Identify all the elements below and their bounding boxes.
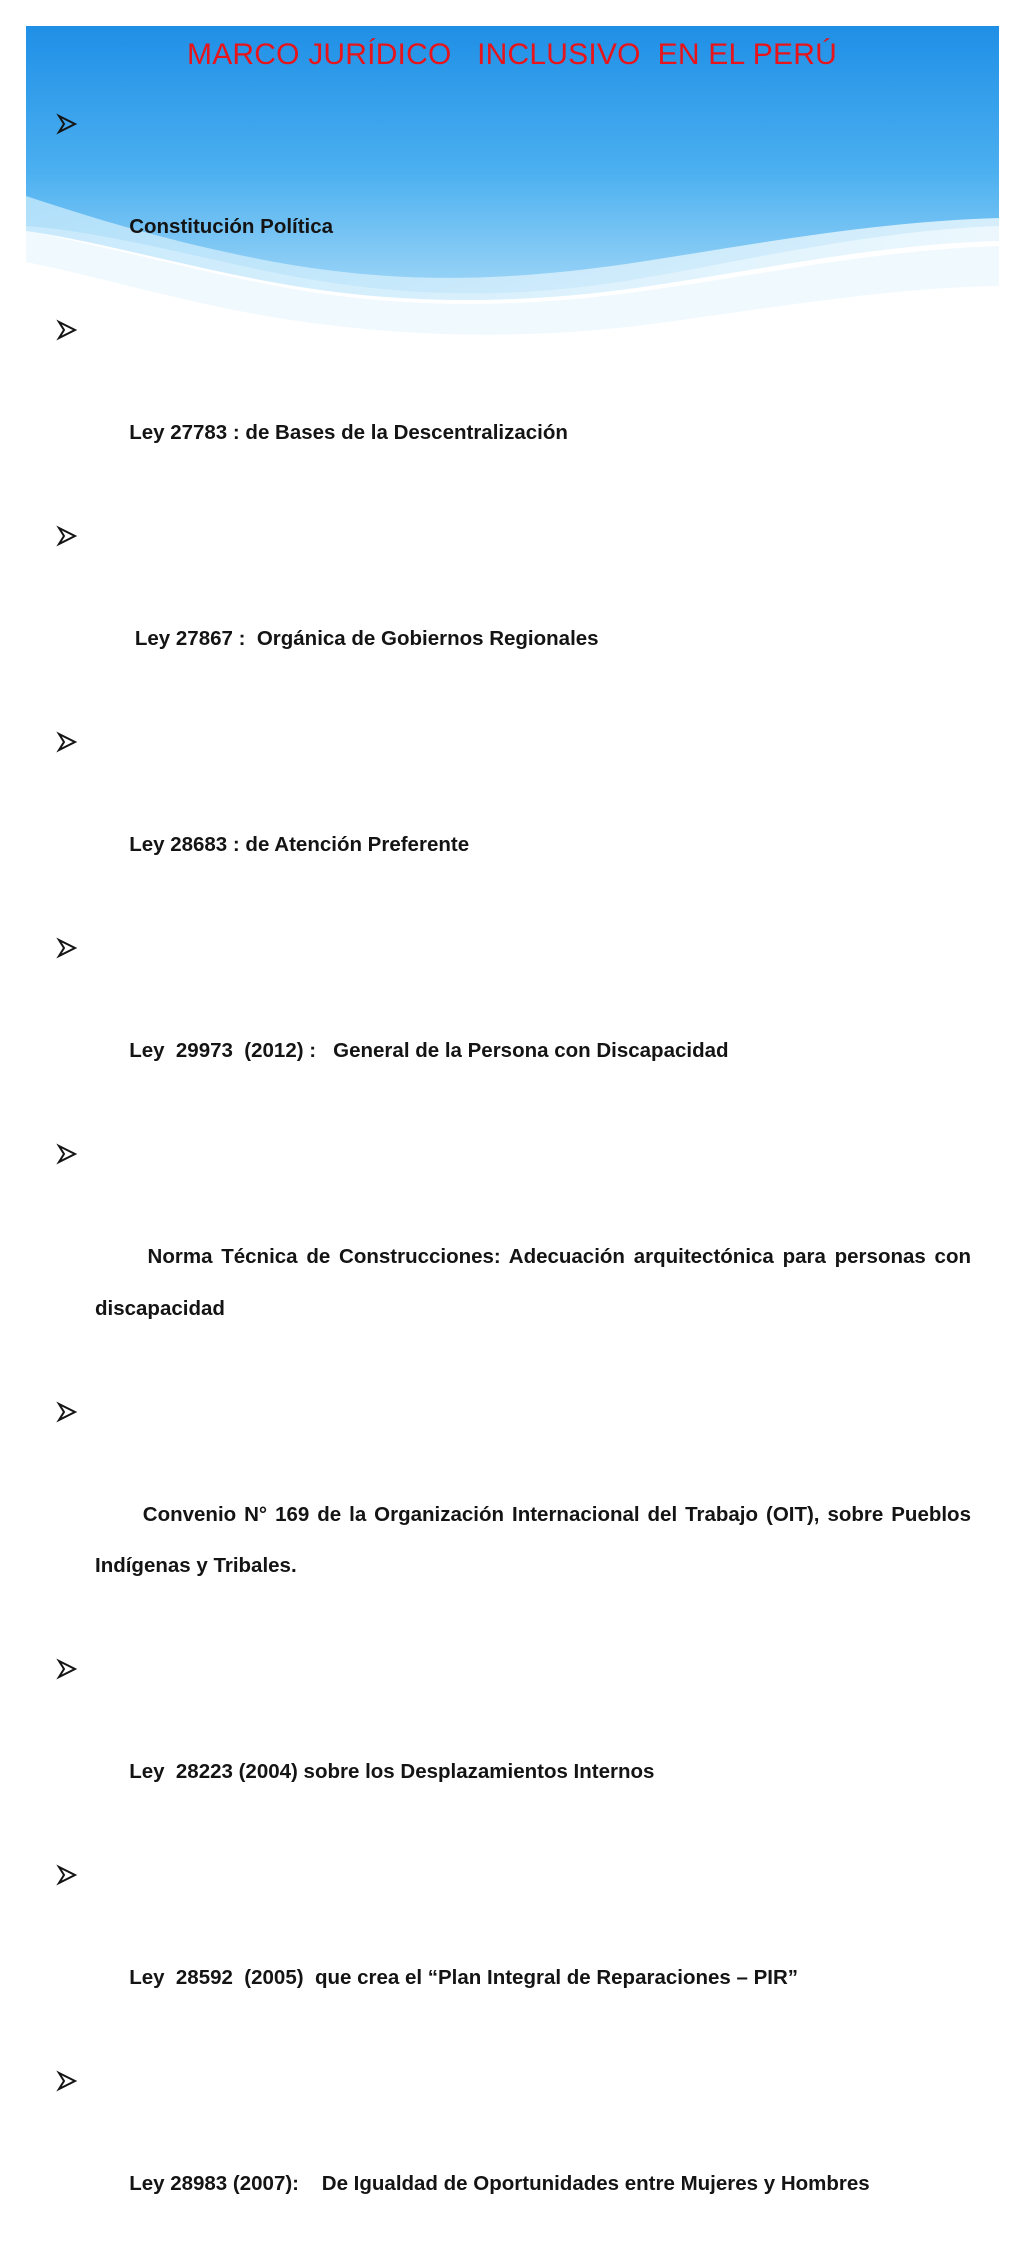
- list-item: [56, 1386, 977, 1644]
- list-item-text: Ley 28683 : de Atención Preferente: [129, 833, 470, 856]
- list-item-text: Convenio N° 169 de la Organización Internacional del Trabajo (OIT), sobre Pueblos Indígenas y Tribales.: [95, 1502, 977, 1577]
- list-item: [56, 716, 971, 922]
- list-item: [56, 922, 971, 1128]
- slide-title: MARCO JURÍDICO INCLUSIVO EN EL PERÚ: [187, 38, 837, 71]
- list-item-text: Norma Técnica de Construcciones: Adecuación arquitectónica para personas con discapacidad: [95, 1245, 977, 1320]
- list-item-text: Ley 27867 : Orgánica de Gobiernos Regionales: [129, 627, 599, 650]
- arrowhead-bullet-icon: [56, 1402, 78, 1422]
- list-item-text: Ley 27783 : de Bases de la Descentralización: [129, 421, 568, 444]
- arrowhead-bullet-icon: [56, 1144, 78, 1164]
- arrowhead-bullet-icon: [56, 114, 78, 134]
- law-list: [56, 98, 977, 2261]
- list-item-text: Ley 28592 (2005) que crea el “Plan Integral de Reparaciones – PIR”: [129, 1966, 799, 1989]
- arrowhead-bullet-icon: [56, 2071, 78, 2091]
- arrowhead-bullet-icon: [56, 320, 78, 340]
- list-item: [56, 1849, 971, 2055]
- list-item-text: Constitución Política: [129, 215, 334, 238]
- list-item: [56, 2055, 971, 2261]
- list-item: [56, 98, 971, 304]
- list-item-text: Ley 29973 (2012) : General de la Persona con Discapacidad: [129, 1039, 729, 1062]
- arrowhead-bullet-icon: [56, 1865, 78, 1885]
- arrowhead-bullet-icon: [56, 938, 78, 958]
- arrowhead-bullet-icon: [56, 732, 78, 752]
- list-item: [56, 304, 971, 510]
- list-item-text: Ley 28223 (2004) sobre los Desplazamientos Internos: [129, 1760, 655, 1783]
- list-item: [56, 1643, 971, 1849]
- list-item: [56, 1128, 977, 1386]
- list-item-text: Ley 28983 (2007): De Igualdad de Oportunidades entre Mujeres y Hombres: [129, 2172, 870, 2195]
- list-item: [56, 510, 971, 716]
- arrowhead-bullet-icon: [56, 1659, 78, 1679]
- arrowhead-bullet-icon: [56, 526, 78, 546]
